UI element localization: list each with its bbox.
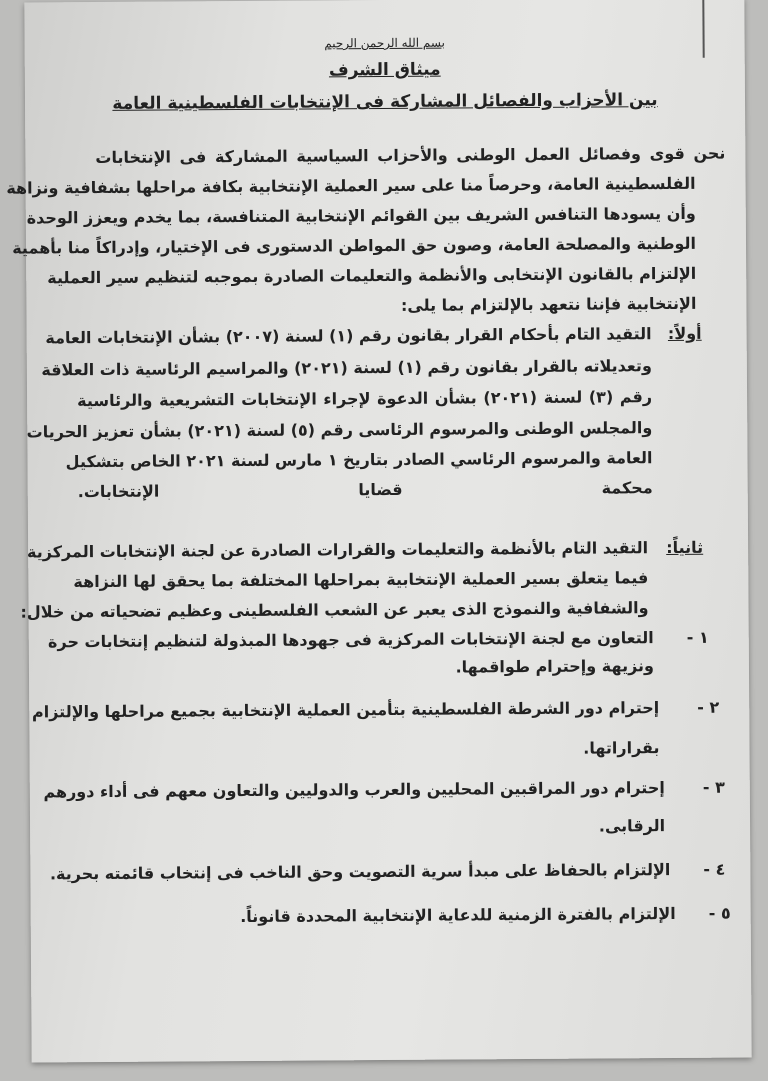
first-line: رقم (٣) لسنة (٢٠٢١) بشأن الدعوة لإجراء الإنتخابات التشريعية والرئاسية: [77, 387, 653, 411]
item-number: ٤ -: [703, 859, 726, 879]
intro-line: الفلسطينية العامة، وحرصاً منا على سير العملية الإنتخابية بكافة مراحلها بشفافية ونزاهة: [6, 173, 696, 198]
intro-line: الإنتخابية فإننا نتعهد بالإلتزام بما يلى:: [400, 293, 697, 315]
second-line: التقيد التام بالأنظمة والتعليمات والقرارات الصادرة عن لجنة الإنتخابات المركزية: [26, 538, 649, 562]
first-line: [78, 508, 653, 512]
intro-line: الإلتزام بالقانون الإنتخابى والأنظمة والتعليمات الصادرة بموجبه لتنظيم سير العملية: [47, 263, 697, 288]
section-label-second: ثانياً:: [666, 537, 704, 558]
document-title: ميثاق الشرف: [328, 59, 441, 81]
intro-line: الوطنية والمصلحة العامة، وصون حق المواطن الدستورى فى الإختيار، وإدراكاً منا بأهمية: [12, 233, 697, 258]
section-label-first: أولاً:: [667, 323, 702, 344]
second-line: والشفافية والنموذج الذى يعبر عن الشعب الفلسطينى وعظيم تضحياته من خلال:: [20, 598, 649, 622]
item-line: الرقابى.: [598, 816, 666, 836]
item-line: التعاون مع لجنة الإنتخابات المركزية فى جهودها المبذولة لتنظيم إنتخابات حرة: [47, 628, 654, 652]
first-line: التقيد التام بأحكام القرار بقانون رقم (١) لسنة (٢٠٠٧) بشأن الإنتخابات العامة: [45, 324, 652, 348]
basmala: بسم الله الرحمن الرحيم: [324, 35, 445, 51]
first-line: والمجلس الوطنى والمرسوم الرئاسى رقم (٥) لسنة (٢٠٢١) بشأن تعزيز الحريات: [26, 418, 653, 442]
item-number: ٣ -: [702, 777, 725, 797]
item-number: ٢ -: [697, 697, 720, 717]
first-line: وتعديلاته بالقرار بقانون رقم (١) لسنة (٢٠٢١) والمراسيم الرئاسية ذات العلاقة: [41, 356, 652, 380]
first-line: محكمة قضايا الإنتخابات.: [77, 478, 653, 502]
item-line: الإلتزام بالفترة الزمنية للدعاية الإنتخابية المحددة قانوناً.: [240, 904, 676, 927]
item-line: إحترام دور الشرطة الفلسطينية بتأمين العملية الإنتخابية بجميع مراحلها والإلتزام: [31, 698, 660, 722]
page-edge: [702, 0, 704, 58]
intro-line: نحن قوى وفصائل العمل الوطنى والأحزاب السياسية المشاركة فى الإنتخابات: [95, 143, 726, 168]
item-line: إحترام دور المراقبين المحليين والعرب والدوليين والتعاون معهم فى أداء دورهم: [43, 778, 665, 802]
intro-line: وأن يسودها التنافس الشريف بين القوائم الإنتخابية المتنافسة، بما يخدم ويعزز الوحدة: [26, 203, 696, 228]
document-subtitle: بين الأحزاب والفصائل المشاركة فى الإنتخابات الفلسطينية العامة: [112, 90, 658, 114]
item-line: الإلتزام بالحفاظ على مبدأ سرية التصويت وحق الناخب فى إنتخاب قائمته بحرية.: [49, 860, 671, 884]
item-line: بقراراتها.: [583, 738, 660, 758]
document-page: [6, 0, 751, 1063]
item-number: ١ -: [686, 627, 709, 647]
item-line: ونزيهة وإحترام طواقمها.: [455, 656, 655, 677]
item-number: ٥ -: [708, 903, 731, 923]
second-line: فيما يتعلق بسير العملية الإنتخابية بمراحلها المختلفة بما يحقق لها النزاهة: [73, 568, 649, 592]
first-line: العامة والمرسوم الرئاسي الصادر بتاريخ ١ مارس لسنة ٢٠٢١ الخاص بتشكيل: [65, 448, 653, 472]
